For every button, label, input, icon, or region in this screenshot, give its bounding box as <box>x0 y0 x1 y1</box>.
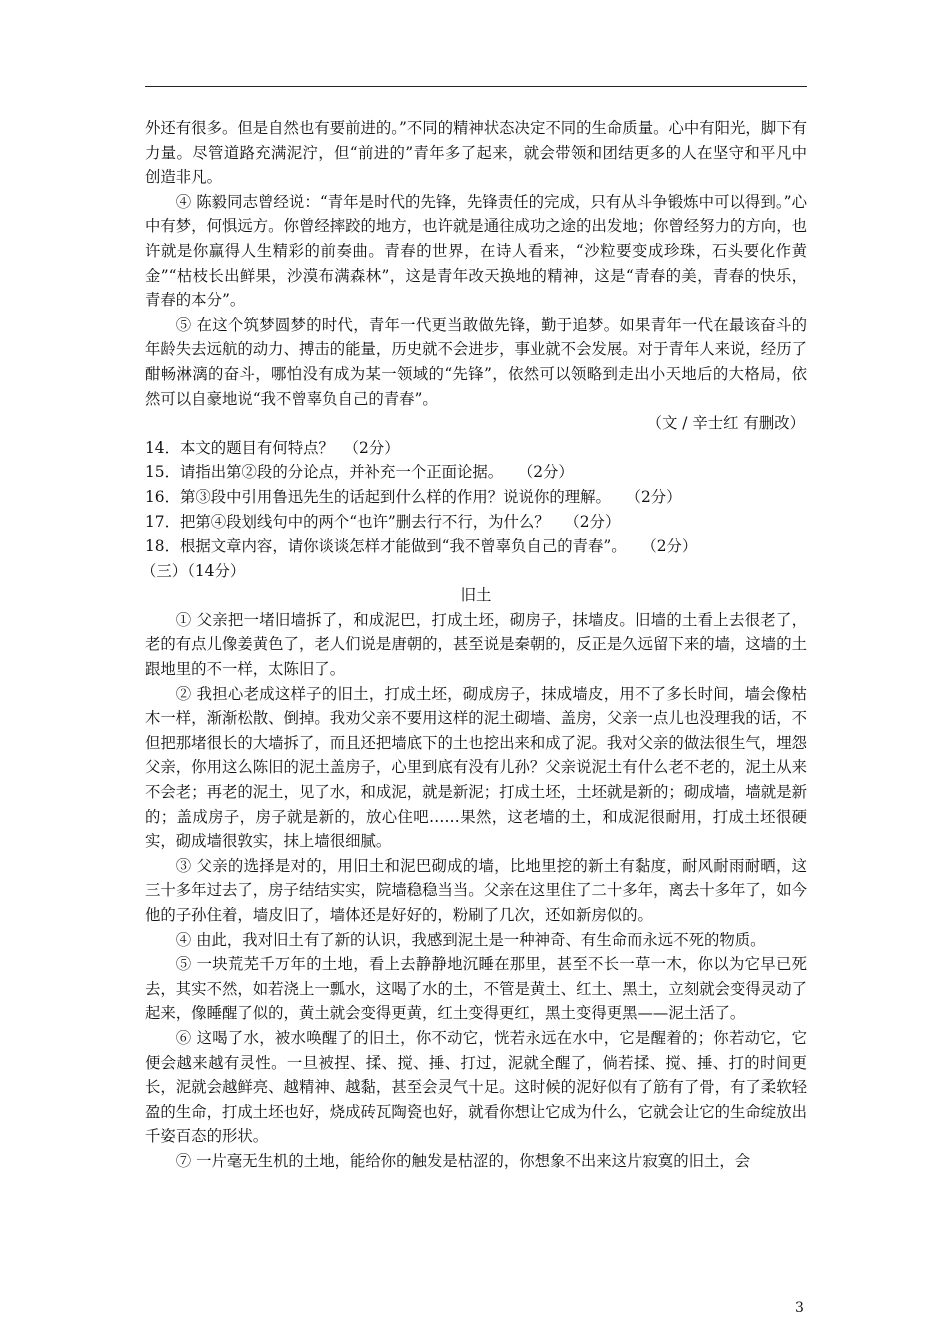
article-paragraph-1: ① 父亲把一堵旧墙拆了，和成泥巴，打成土坯，砌房子，抹墙皮。旧墙的土看上去很老了，老的有点儿像姜黄色了，老人们说是唐朝的，甚至说是秦朝的，反正是久远留下来的墙，这墙的土跟地里的不一样，太陈旧了。 <box>145 610 807 679</box>
question-17: 17．把第④段划线句中的两个“也许”删去行不行，为什么？ （2分） <box>145 512 621 531</box>
article-paragraph-5: ⑤ 一块荒芜千万年的土地，看上去静静地沉睡在那里，甚至不长一草一木，你以为它早已死去，其实不然，如若浇上一瓢水，这喝了水的土，不管是黄土、红土、黑土，立刻就会变得灵动了起来，像睡醒了似的，黄土就会变得更黄，红土变得更红，黑土变得更黑——泥土活了。 <box>145 955 807 1023</box>
article-paragraph-4: ④ 由此，我对旧土有了新的认识，我感到泥土是一种神奇、有生命而永远不死的物质。 <box>175 930 766 949</box>
article-paragraph-6: ⑥ 这喝了水，被水唤醒了的旧土，你不动它，恍若永远在水中，它是醒着的；你若动它，它便会越来越有灵性。一旦被捏、揉、搅、捶、打过，泥就全醒了，倘若揉、搅、捶、打的时间更长，泥就会越鲜亮、越精神、越黏，甚至会灵气十足。这时候的泥好似有了筋有了骨，有了柔软轻盈的生命，打成土坯也好，烧成砖瓦陶瓷也好，就看你想让它成为什么，它就会让它的生命绽放出千姿百态的形状。 <box>145 1028 807 1146</box>
section-3-header: （三）（14分） <box>141 561 246 580</box>
question-14: 14．本文的题目有何特点？ （2分） <box>145 438 400 457</box>
source-attribution: （文 / 辛士红 有删改） <box>646 414 805 433</box>
question-16: 16．第③段中引用鲁迅先生的话起到什么样的作用？说说你的理解。 （2分） <box>145 487 682 506</box>
article-title: 旧土 <box>460 586 492 605</box>
passage-paragraph-5: ⑤ 在这个筑梦圆梦的时代，青年一代更当敢做先锋，勤于追梦。如果青年一代在最该奋斗的年龄失去远航的动力、搏击的能量，历史就不会进步，事业就不会发展。对于青年人来说，经历了酣畅淋漓的奋斗，哪怕没有成为某一领域的“先锋”，依然可以领略到走出小天地后的大格局，依然可以自豪地说“我不曾辜负自己的青春”。 <box>145 315 807 408</box>
question-18: 18．根据文章内容，请你谈谈怎样才能做到“我不曾辜负自己的青春”。 （2分） <box>145 537 698 556</box>
page-number: 3 <box>795 1300 804 1316</box>
passage-paragraph-continued: 外还有很多。但是自然也有要前进的。”不同的精神状态决定不同的生命质量。心中有阳光，脚下有力量。尽管道路充满泥泞，但“前进的”青年多了起来，就会带领和团结更多的人在坚守和平凡中创造非凡。 <box>145 119 807 187</box>
page-body <box>141 116 807 1174</box>
passage-paragraph-4: ④ 陈毅同志曾经说：“青年是时代的先锋，先锋责任的完成，只有从斗争锻炼中可以得到。”心中有梦，何惧远方。你曾经摔跤的地方，也许就是通往成功之途的出发地；你曾经努力的方向，也许就是你赢得人生精彩的前奏曲。青春的世界，在诗人看来，“沙粒要变成珍珠，石头要化作黄金”“枯枝长出鲜果，沙漠布满森林”，这是青年改天换地的精神，这是“青春的美，青春的快乐，青春的本分”。 <box>145 192 807 310</box>
article-paragraph-2: ② 我担心老成这样子的旧土，打成土坯，砌成房子，抹成墙皮，用不了多长时间，墙会像枯木一样，渐渐松散、倒掉。我劝父亲不要用这样的泥土砌墙、盖房，父亲一点儿也没理我的话，不但把那堵很长的大墙拆了，而且还把墙底下的土也挖出来和成了泥。我对父亲的做法很生气，埋怨父亲，你用这么陈旧的泥土盖房子，心里到底有没有儿孙？父亲说泥土有什么老不老的，泥土从来不会老；再老的泥土，见了水，和成泥，就是新泥；打成土坯，土坯就是新的；砌成墙，墙就是新的；盖成房子，房子就是新的，放心住吧……果然，这老墙的土，和成泥很耐用，打成土坯很硬实，砌成墙很敦实，抹上墙很细腻。 <box>145 684 807 851</box>
question-15: 15．请指出第②段的分论点，并补充一个正面论据。 （2分） <box>145 463 574 482</box>
article-paragraph-7: ⑦ 一片毫无生机的土地，能给你的触发是枯涩的，你想象不出来这片寂寞的旧土，会 <box>175 1151 751 1170</box>
header-rule <box>145 86 807 87</box>
article-paragraph-3: ③ 父亲的选择是对的，用旧土和泥巴砌成的墙，比地里挖的新土有黏度，耐风耐雨耐晒，这三十多年过去了，房子结结实实，院墙稳稳当当。父亲在这里住了二十多年，离去十多年了，如今他的子孙住着，墙皮旧了，墙体还是好好的，粉刷了几次，还如新房似的。 <box>145 856 807 924</box>
